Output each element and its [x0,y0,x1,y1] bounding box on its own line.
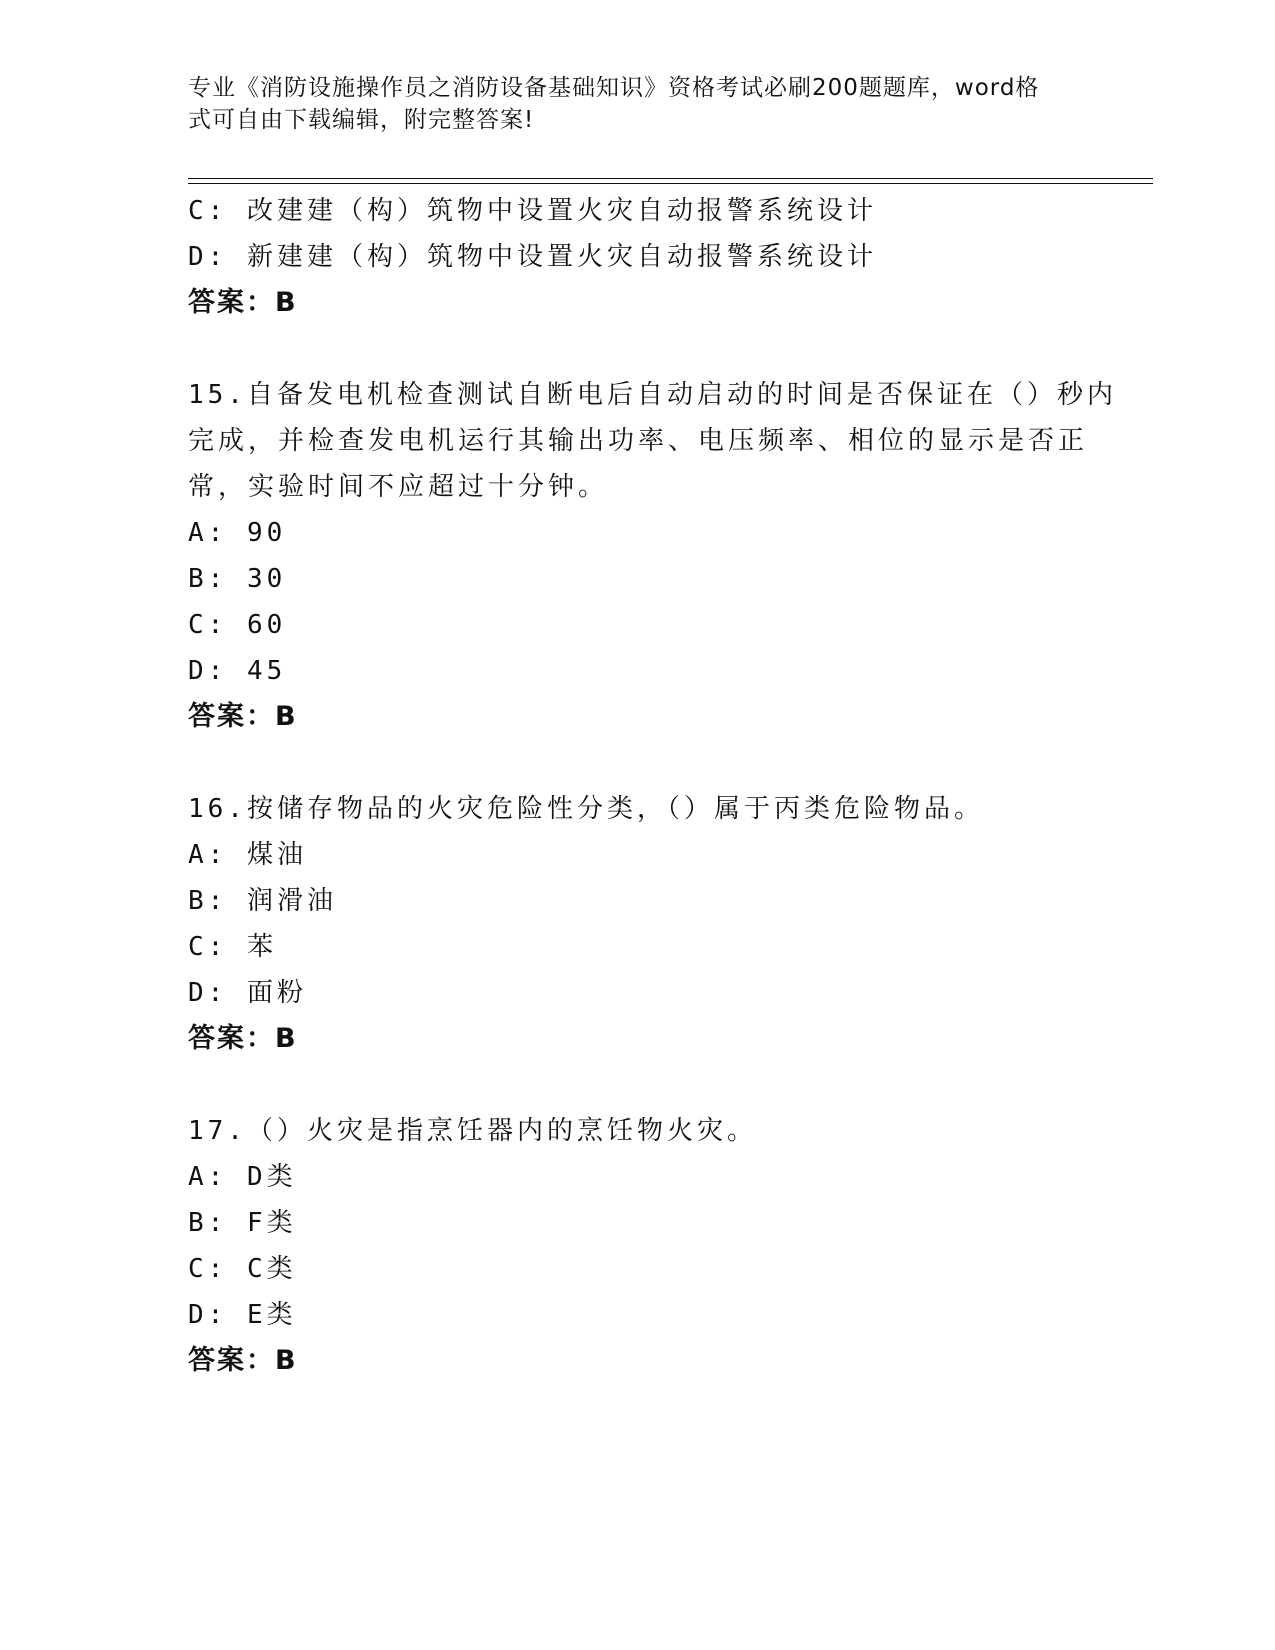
option-d: D: 45 [188,656,287,686]
question-text-line: 17.（）火灾是指烹饪器内的烹饪物火灾。 [188,1116,757,1146]
spacer [188,740,1088,786]
answer-line: 答案：B [188,701,298,732]
question-17 [188,1108,1088,1384]
option-d: D: 新建建（构）筑物中设置火灾自动报警系统设计 [188,242,877,272]
option-b: B: F类 [188,1208,297,1238]
question-text-line: 15.自备发电机检查测试自断电后自动启动的时间是否保证在（）秒内 [188,380,1117,410]
question-14-tail [188,188,1088,326]
header-line-1: 专业《消防设施操作员之消防设备基础知识》资格考试必刷200题题库，word格 [188,75,1040,101]
document-header [188,72,1068,136]
option-c: C: 60 [188,610,287,640]
spacer [188,1062,1088,1108]
option-c: C: C类 [188,1254,297,1284]
option-a: A: 90 [188,518,287,548]
option-a: A: D类 [188,1162,297,1192]
question-list [188,188,1117,1384]
option-d: D: 面粉 [188,978,307,1008]
option-b: B: 润滑油 [188,886,337,916]
question-text-line: 常，实验时间不应超过十分钟。 [188,472,609,502]
answer-line: 答案：B [188,1023,298,1054]
option-d: D: E类 [188,1300,297,1330]
option-c: C: 改建建（构）筑物中设置火灾自动报警系统设计 [188,196,877,226]
option-b: B: 30 [188,564,287,594]
question-text-line: 16.按储存物品的火灾危险性分类，（）属于丙类危险物品。 [188,794,984,824]
question-16 [188,786,1088,1062]
spacer [188,326,1088,372]
answer-line: 答案：B [188,1345,298,1376]
header-line-2: 式可自由下载编辑，附完整答案! [188,107,535,133]
question-text-line: 完成，并检查发电机运行其输出功率、电压频率、相位的显示是否正 [188,426,1089,456]
header-divider-bottom [188,183,1153,184]
header-divider-top [188,178,1153,179]
option-c: C: 苯 [188,932,277,962]
question-15 [188,372,1117,740]
answer-line: 答案：B [188,287,298,318]
option-a: A: 煤油 [188,840,307,870]
